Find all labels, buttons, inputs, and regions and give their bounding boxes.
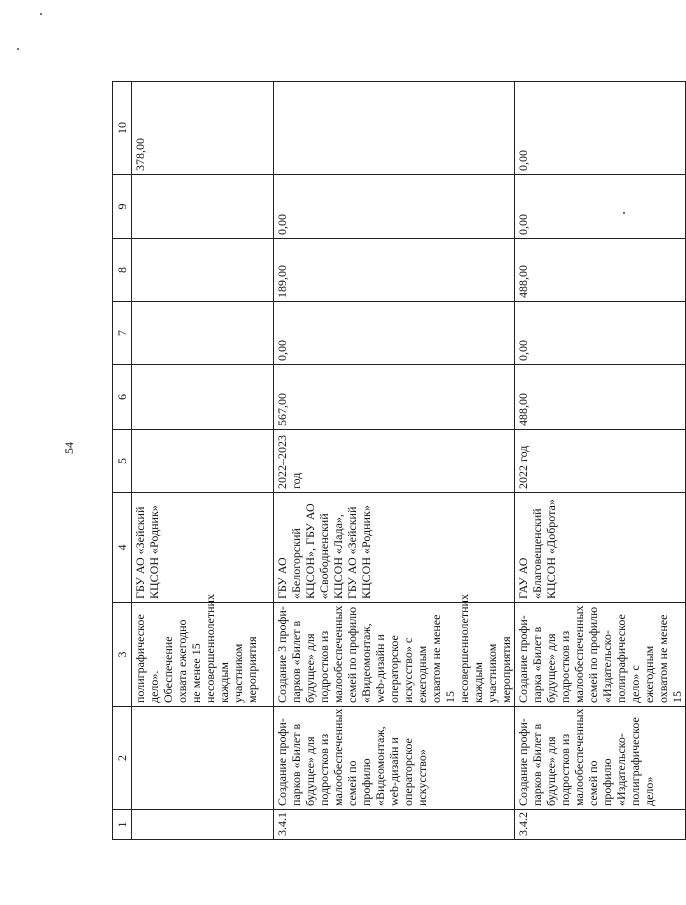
period-cell: 2022 год <box>515 430 686 493</box>
table-row <box>515 82 686 840</box>
value-cell: 0,00 <box>515 82 686 175</box>
value-cell: 0,00 <box>274 302 515 365</box>
period-cell <box>132 430 274 493</box>
result-cell: Создание 3 профи-парков «Билет в будущее» для подростков из малообеспеченных семей по профилю «Видеомонтаж, web-дизайн и операторское искусство» с ежегодным охватом не менее 15 несовершеннолетних каждым участником мероприятия <box>274 603 515 707</box>
value-cell <box>132 365 274 430</box>
page-number: 54 <box>62 442 76 454</box>
value-cell <box>132 175 274 239</box>
event-name-cell: Создание профи-парков «Билет в будущее» для подростков из малообеспеченных семей по профилю «Видеомонтаж, web-дизайн и операторское искусство» <box>274 707 515 810</box>
header-cell: 3 <box>113 603 132 707</box>
executor-cell: ГАУ АО «Благовещенский КЦСОН «Доброта» <box>515 493 686 603</box>
row-number-cell <box>132 810 274 840</box>
event-name-cell <box>132 707 274 810</box>
header-cell: 2 <box>113 707 132 810</box>
row-number-cell: 3.4.1 <box>274 810 515 840</box>
program-table <box>112 82 684 840</box>
header-cell: 9 <box>113 175 132 239</box>
period-cell: 2022–2023 год <box>274 430 515 493</box>
header-cell: 6 <box>113 365 132 430</box>
value-cell <box>132 302 274 365</box>
value-cell: 0,00 <box>274 175 515 239</box>
result-cell: Создание профи-парка «Билет в будущее» для подростков из малообеспеченных семей по профилю «Издательско-полиграфическое дело» с ежегодным охватом не менее 15 <box>515 603 686 707</box>
executor-cell: ГБУ АО «Белогорский КЦСОН», ГБУ АО «Свободненский КЦСОН «Лада», ГБУ АО «Зейский КЦСОН «Родник» <box>274 493 515 603</box>
value-cell: 567,00 <box>274 365 515 430</box>
header-cell: 4 <box>113 493 132 603</box>
value-cell: 488,00 <box>515 239 686 302</box>
header-row <box>113 82 132 840</box>
value-cell: 488,00 <box>515 365 686 430</box>
table-row <box>132 82 274 840</box>
executor-cell: ГБУ АО «Зейский КЦСОН «Родник» <box>132 493 274 603</box>
header-cell: 7 <box>113 302 132 365</box>
result-cell: полиграфическое дело». Обеспечение охвата ежегодно не менее 15 несовершеннолетних каждым участником мероприятия <box>132 603 274 707</box>
value-cell <box>274 82 515 175</box>
header-cell: 10 <box>113 82 132 175</box>
value-cell: 0,00 <box>515 302 686 365</box>
scan-speck <box>40 13 42 15</box>
value-cell: 378,00 <box>132 82 274 175</box>
scan-speck <box>17 48 19 50</box>
row-number-cell: 3.4.2 <box>515 810 686 840</box>
event-name-cell: Создание профи-парков «Билет в будущее» для подростков из малообеспеченных семей по профилю «Издательско-полиграфическое дело» <box>515 707 686 810</box>
value-cell: 0,00 <box>515 175 686 239</box>
value-cell <box>132 239 274 302</box>
table-row <box>274 82 515 840</box>
header-cell: 1 <box>113 810 132 840</box>
header-cell: 8 <box>113 239 132 302</box>
header-cell: 5 <box>113 430 132 493</box>
value-cell: 189,00 <box>274 239 515 302</box>
